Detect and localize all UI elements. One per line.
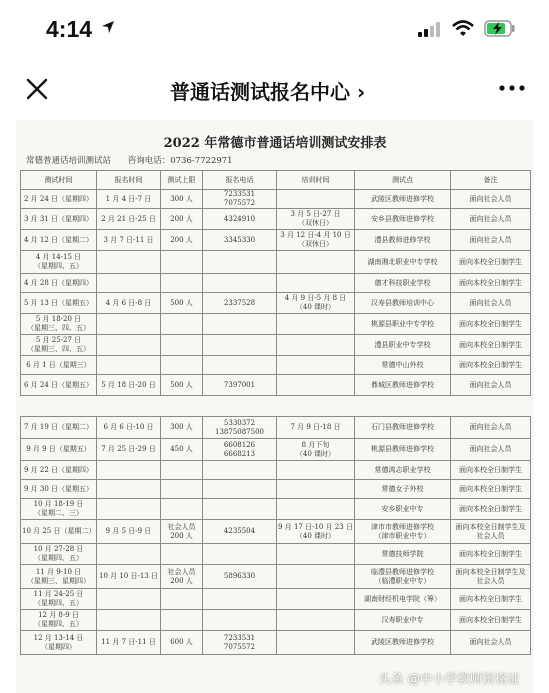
cell-remarks: 面向社会人员 bbox=[451, 631, 531, 655]
cell-training-time bbox=[277, 544, 355, 565]
cell-training-time: 8 月下旬 （40 课时） bbox=[277, 439, 355, 461]
schedule-table-2 bbox=[20, 416, 531, 655]
table-row bbox=[21, 251, 531, 274]
battery-charging-icon bbox=[484, 20, 516, 37]
cell-signup-phone: 6608126 6668213 bbox=[203, 439, 277, 461]
cell-signup-phone bbox=[203, 335, 277, 356]
cell-training-time bbox=[277, 314, 355, 335]
cell-signup-phone bbox=[203, 589, 277, 610]
cell-signup-date bbox=[97, 274, 161, 293]
cell-test-site: 湖南财经机电学院（筹） bbox=[355, 589, 451, 610]
cell-test-date: 10 月 25 日（星期二） bbox=[21, 520, 97, 544]
cell-training-time bbox=[277, 461, 355, 480]
cell-test-site: 测试点 bbox=[355, 171, 451, 190]
cell-remarks: 面向本校全日制学生 bbox=[451, 251, 531, 274]
cell-capacity bbox=[161, 499, 203, 520]
cell-signup-date: 5 月 18 日-20 日 bbox=[97, 375, 161, 396]
cell-training-time: 4 月 9 日-5 月 8 日 （40 课时） bbox=[277, 293, 355, 314]
cell-signup-date: 1 月 4 日-7 日 bbox=[97, 190, 161, 209]
table-row bbox=[21, 230, 531, 251]
cell-test-date: 5 月 13 日（星期五） bbox=[21, 293, 97, 314]
cell-signup-phone: 4324910 bbox=[203, 209, 277, 230]
cell-remarks: 面向本校全日制学生 bbox=[451, 610, 531, 631]
table-row bbox=[21, 274, 531, 293]
cell-remarks: 面向本校全日制学生 bbox=[451, 335, 531, 356]
cell-capacity bbox=[161, 544, 203, 565]
cell-test-site: 桃源县职业中专学校 bbox=[355, 314, 451, 335]
cell-remarks: 面向本校全日制学生 bbox=[451, 274, 531, 293]
organizer-name: 常德普通话培训测试站 bbox=[26, 156, 112, 166]
cell-remarks: 面向本校全日制学生 bbox=[451, 499, 531, 520]
table-row bbox=[21, 171, 531, 190]
cell-test-site: 安乡县教师进修学校 bbox=[355, 209, 451, 230]
cell-signup-phone bbox=[203, 544, 277, 565]
cell-remarks: 面向本校全日制学生 bbox=[451, 480, 531, 499]
cell-capacity bbox=[161, 480, 203, 499]
cell-training-time bbox=[277, 589, 355, 610]
cell-capacity: 500 人 bbox=[161, 293, 203, 314]
cell-training-time bbox=[277, 375, 355, 396]
cell-training-time bbox=[277, 251, 355, 274]
cell-signup-phone bbox=[203, 251, 277, 274]
table-row bbox=[21, 335, 531, 356]
cell-test-date: 9 月 22 日（星期四） bbox=[21, 461, 97, 480]
cell-signup-date: 11 月 7 日-11 日 bbox=[97, 631, 161, 655]
cell-signup-phone bbox=[203, 274, 277, 293]
cell-capacity: 社会人员 200 人 bbox=[161, 565, 203, 589]
cell-signup-date: 报名时间 bbox=[97, 171, 161, 190]
cell-training-time: 3 月 5 日-27 日 （双休日） bbox=[277, 209, 355, 230]
cell-test-date: 9 月 9 日（星期五） bbox=[21, 439, 97, 461]
cell-test-site: 汉寿县教师培训中心 bbox=[355, 293, 451, 314]
cell-test-site: 武陵区教师进修学校 bbox=[355, 631, 451, 655]
cell-test-date: 2 月 24 日（星期四） bbox=[21, 190, 97, 209]
cell-signup-phone bbox=[203, 461, 277, 480]
cell-capacity bbox=[161, 461, 203, 480]
cell-signup-phone bbox=[203, 610, 277, 631]
cell-signup-date: 9 月 5 日-9 日 bbox=[97, 520, 161, 544]
cell-training-time bbox=[277, 335, 355, 356]
cell-training-time bbox=[277, 356, 355, 375]
cell-capacity bbox=[161, 356, 203, 375]
cell-test-date: 4 月 12 日（星期二） bbox=[21, 230, 97, 251]
cell-test-site: 安乡职业中专 bbox=[355, 499, 451, 520]
cell-signup-date: 6 月 6 日-10 日 bbox=[97, 417, 161, 439]
cell-capacity: 测试上限 bbox=[161, 171, 203, 190]
table-row bbox=[21, 190, 531, 209]
cell-signup-date bbox=[97, 480, 161, 499]
cell-test-site: 常德女子外校 bbox=[355, 480, 451, 499]
cell-training-time bbox=[277, 631, 355, 655]
cell-capacity bbox=[161, 589, 203, 610]
cell-capacity bbox=[161, 610, 203, 631]
schedule-document bbox=[16, 120, 534, 693]
more-options-icon[interactable] bbox=[498, 84, 526, 92]
cell-test-date: 11 月 9-10 日 （星期三、星期四） bbox=[21, 565, 97, 589]
document-title: 2022 年常德市普通话培训测试安排表 bbox=[163, 136, 387, 151]
watermark: 头条 @中小学教师资格证 bbox=[378, 671, 520, 686]
cell-signup-phone bbox=[203, 480, 277, 499]
table-row bbox=[21, 480, 531, 499]
cell-remarks: 面向社会人员 bbox=[451, 190, 531, 209]
cell-training-time bbox=[277, 565, 355, 589]
cell-signup-date bbox=[97, 610, 161, 631]
cell-signup-date: 2 月 21 日-25 日 bbox=[97, 209, 161, 230]
document-subheader bbox=[26, 154, 247, 166]
table-row bbox=[21, 314, 531, 335]
table-row bbox=[21, 417, 531, 439]
cell-capacity: 450 人 bbox=[161, 439, 203, 461]
wifi-icon bbox=[452, 20, 474, 37]
cell-remarks: 面向社会人员 bbox=[451, 375, 531, 396]
cell-capacity: 500 人 bbox=[161, 375, 203, 396]
cell-test-site: 鼎城区教师进修学校 bbox=[355, 375, 451, 396]
cell-remarks: 面向本校全日制学生 bbox=[451, 544, 531, 565]
cell-capacity: 600 人 bbox=[161, 631, 203, 655]
cell-test-date: 10 月 27-28 日 （星期四、五） bbox=[21, 544, 97, 565]
cell-remarks: 面向社会人员 bbox=[451, 417, 531, 439]
table-row bbox=[21, 499, 531, 520]
table-row bbox=[21, 439, 531, 461]
cell-signup-date: 3 月 7 日-11 日 bbox=[97, 230, 161, 251]
cell-test-site: 常德中山外校 bbox=[355, 356, 451, 375]
cell-remarks: 面向社会人员 bbox=[451, 230, 531, 251]
cell-training-time bbox=[277, 274, 355, 293]
cell-remarks: 备注 bbox=[451, 171, 531, 190]
table-row bbox=[21, 610, 531, 631]
cell-signup-phone: 5330372 13875087500 bbox=[203, 417, 277, 439]
cell-test-date: 3 月 31 日（星期四） bbox=[21, 209, 97, 230]
cell-training-time bbox=[277, 499, 355, 520]
cell-signup-date bbox=[97, 335, 161, 356]
cell-remarks: 面向社会人员 bbox=[451, 439, 531, 461]
cell-test-site: 桃源县教师进修学校 bbox=[355, 439, 451, 461]
cell-test-site: 德才科技职业学校 bbox=[355, 274, 451, 293]
cell-test-site: 汉寿职业中专 bbox=[355, 610, 451, 631]
cell-capacity: 200 人 bbox=[161, 230, 203, 251]
cell-signup-date bbox=[97, 314, 161, 335]
cell-capacity: 300 人 bbox=[161, 190, 203, 209]
cell-signup-phone bbox=[203, 356, 277, 375]
table-row bbox=[21, 356, 531, 375]
table-row bbox=[21, 544, 531, 565]
cell-test-date: 6 月 24 日（星期五） bbox=[21, 375, 97, 396]
cell-test-site: 武陵区教师进修学校 bbox=[355, 190, 451, 209]
cell-test-site: 津市市教师进修学校 （津市职业中专） bbox=[355, 520, 451, 544]
location-arrow-icon bbox=[101, 20, 115, 34]
cell-signup-date bbox=[97, 499, 161, 520]
cell-capacity: 300 人 bbox=[161, 417, 203, 439]
cell-signup-date bbox=[97, 356, 161, 375]
cell-test-date: 6 月 1 日（星期三） bbox=[21, 356, 97, 375]
cell-test-date: 4 月 14-15 日 （星期四、五） bbox=[21, 251, 97, 274]
cell-signup-phone: 7397001 bbox=[203, 375, 277, 396]
cell-signup-date bbox=[97, 544, 161, 565]
cell-capacity: 200 人 bbox=[161, 209, 203, 230]
cell-capacity bbox=[161, 314, 203, 335]
cell-capacity bbox=[161, 335, 203, 356]
cell-signup-phone: 7233531 7075572 bbox=[203, 631, 277, 655]
table-row bbox=[21, 209, 531, 230]
cell-test-date: 4 月 28 日（星期四） bbox=[21, 274, 97, 293]
cell-test-site: 临澧县教师进修学校 （临澧职业中专） bbox=[355, 565, 451, 589]
cell-training-time: 培训时间 bbox=[277, 171, 355, 190]
table-row bbox=[21, 375, 531, 396]
cell-signup-phone bbox=[203, 499, 277, 520]
cell-signup-date bbox=[97, 251, 161, 274]
cell-test-site: 常德技师学院 bbox=[355, 544, 451, 565]
cell-remarks: 面向社会人员 bbox=[451, 293, 531, 314]
cell-test-site: 澧县职业中专学校 bbox=[355, 335, 451, 356]
cell-signup-date: 7 月 25 日-29 日 bbox=[97, 439, 161, 461]
cell-remarks: 面向本校全日制学生 bbox=[451, 461, 531, 480]
cell-capacity bbox=[161, 251, 203, 274]
cell-test-date: 12 月 13-14 日 （星期四） bbox=[21, 631, 97, 655]
status-bar bbox=[0, 0, 549, 62]
page-title[interactable]: 普通话测试报名中心 › bbox=[170, 80, 366, 104]
cell-test-date: 12 月 8-9 日 （星期四、五） bbox=[21, 610, 97, 631]
cell-signup-phone: 7233531 7075572 bbox=[203, 190, 277, 209]
nav-bar bbox=[0, 62, 549, 118]
table-row bbox=[21, 631, 531, 655]
cell-remarks: 面向本校全日制学生及 社会人员 bbox=[451, 520, 531, 544]
cell-remarks: 面向本校全日制学生及 社会人员 bbox=[451, 565, 531, 589]
cellular-signal-icon bbox=[418, 22, 442, 37]
status-time: 4:14 bbox=[46, 16, 93, 42]
cell-training-time: 7 月 9 日-18 日 bbox=[277, 417, 355, 439]
cell-remarks: 面向本校全日制学生 bbox=[451, 589, 531, 610]
schedule-table-1 bbox=[20, 170, 531, 396]
table-row bbox=[21, 461, 531, 480]
table-row bbox=[21, 565, 531, 589]
cell-training-time bbox=[277, 480, 355, 499]
cell-test-site: 常德鸿志职业学校 bbox=[355, 461, 451, 480]
close-icon[interactable] bbox=[24, 76, 50, 102]
table-row bbox=[21, 293, 531, 314]
cell-test-site: 湖南湘北职业中专学校 bbox=[355, 251, 451, 274]
cell-test-date: 10 月 18-19 日 （星期二、三） bbox=[21, 499, 97, 520]
cell-test-date: 测试时间 bbox=[21, 171, 97, 190]
cell-test-date: 7 月 19 日（星期二） bbox=[21, 417, 97, 439]
cell-training-time: 9 月 17 日-10 月 23 日 （40 课时） bbox=[277, 520, 355, 544]
cell-training-time bbox=[277, 610, 355, 631]
table-row bbox=[21, 589, 531, 610]
cell-signup-phone bbox=[203, 314, 277, 335]
contact-phone: 咨询电话：0736-7722971 bbox=[127, 156, 233, 166]
cell-capacity: 社会人员 200 人 bbox=[161, 520, 203, 544]
cell-remarks: 面向本校全日制学生 bbox=[451, 314, 531, 335]
cell-test-date: 11 月 24-25 日 （星期四、五） bbox=[21, 589, 97, 610]
cell-signup-phone: 4235504 bbox=[203, 520, 277, 544]
cell-test-date: 9 月 30 日（星期五） bbox=[21, 480, 97, 499]
cell-test-date: 5 月 18-20 日 （星期三、四、五） bbox=[21, 314, 97, 335]
cell-signup-phone: 2337528 bbox=[203, 293, 277, 314]
cell-remarks: 面向社会人员 bbox=[451, 209, 531, 230]
cell-signup-date: 4 月 6 日-8 日 bbox=[97, 293, 161, 314]
cell-training-time bbox=[277, 190, 355, 209]
cell-signup-date bbox=[97, 589, 161, 610]
cell-signup-phone: 报名电话 bbox=[203, 171, 277, 190]
cell-test-site: 澧县教师进修学校 bbox=[355, 230, 451, 251]
cell-signup-phone: 3345330 bbox=[203, 230, 277, 251]
cell-training-time: 3 月 12 日-4 月 10 日 （双休日） bbox=[277, 230, 355, 251]
cell-test-date: 5 月 25-27 日 （星期三、四、五） bbox=[21, 335, 97, 356]
cell-test-site: 石门县教师进修学校 bbox=[355, 417, 451, 439]
cell-signup-date: 10 月 10 日-13 日 bbox=[97, 565, 161, 589]
cell-capacity bbox=[161, 274, 203, 293]
cell-signup-date bbox=[97, 461, 161, 480]
table-row bbox=[21, 520, 531, 544]
cell-signup-phone: 5896330 bbox=[203, 565, 277, 589]
cell-remarks: 面向本校全日制学生 bbox=[451, 356, 531, 375]
